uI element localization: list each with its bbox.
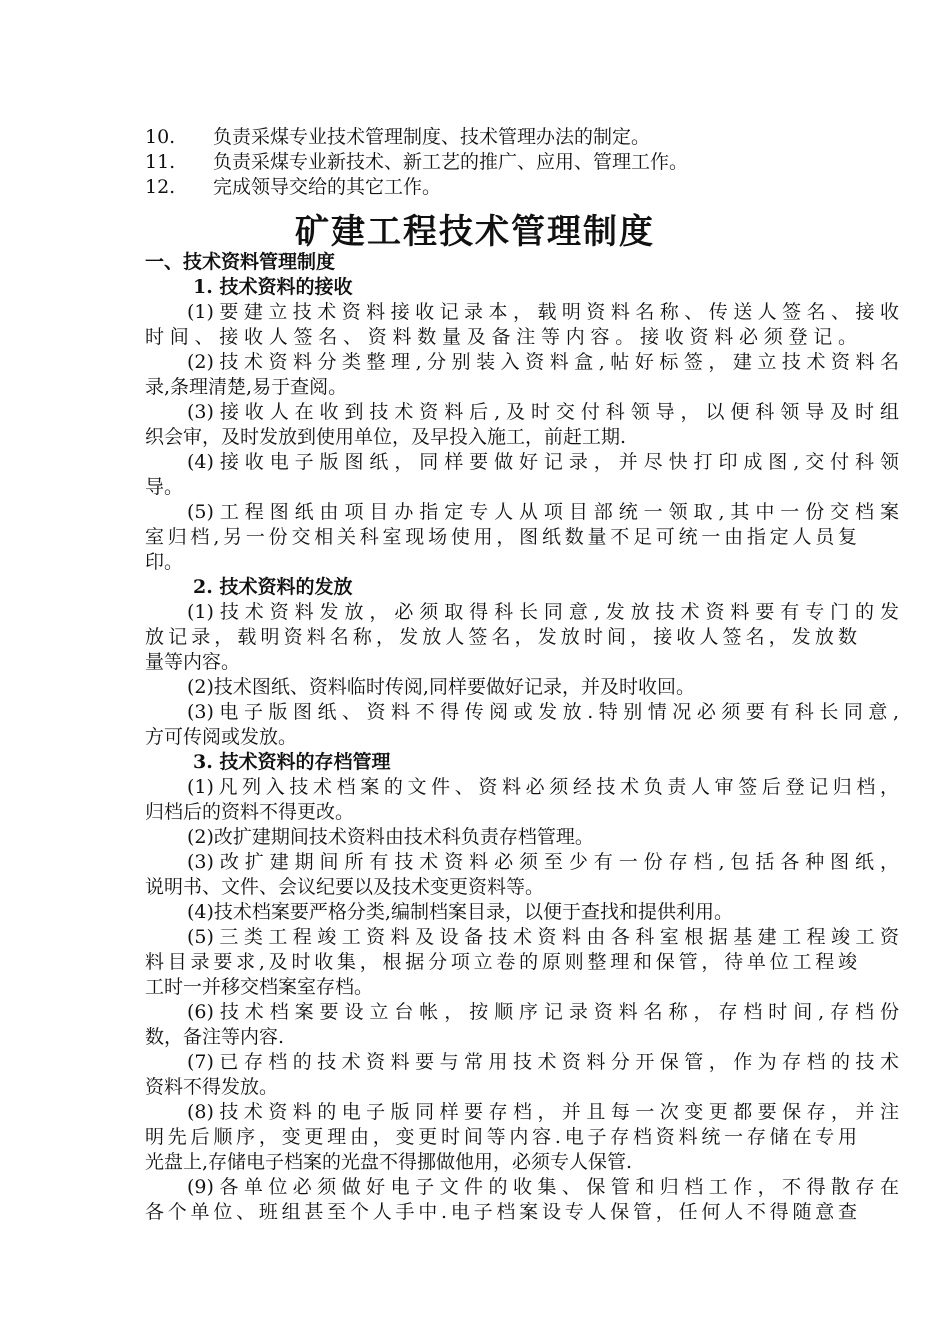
paragraph-line: (2)技术资料分类整理,分别装入资料盒,帖好标签，建立技术资料名 [187,351,899,373]
paragraph-line: (6)技术档案要设立台帐，按顺序记录资料名称，存档时间,存档份 [187,1001,899,1023]
paragraph-line: (3)电子版图纸、资料不得传阅或发放.特别情况必须要有科长同意, [187,701,899,723]
paragraph-line: (1)凡列入技术档案的文件、资料必须经技术负责人审签后登记归档， [187,776,899,798]
paragraph-line: 方可传阅或发放。 [145,726,298,748]
document-title: 矿建工程技术管理制度 [295,212,655,252]
paragraph-line: 各个单位、班组甚至个人手中.电子档案设专人保管，任何人不得随意查 [145,1201,857,1223]
paragraph-line: 导。 [145,476,184,498]
paragraph-line: (1)技术资料发放，必须取得科长同意,发放技术资料要有专门的发 [187,601,899,623]
paragraph-line: 录,条理清楚,易于查阅。 [145,376,348,398]
paragraph-line: (2)改扩建期间技术资料由技术科负责存档管理。 [187,826,594,848]
subsection-heading: 1. 技术资料的接收 [193,276,353,298]
paragraph-line: (9)各单位必须做好电子文件的收集、保管和归档工作，不得散存在 [187,1176,899,1198]
paragraph-line: 归档后的资料不得更改。 [145,801,355,823]
list-item: 10. 负责采煤专业技术管理制度、技术管理办法的制定。 [145,126,651,148]
paragraph-line: 织会审，及时发放到使用单位，及早投入施工，前赶工期. [145,426,627,448]
paragraph-line: 光盘上,存储电子档案的光盘不得挪做他用，必须专人保管. [145,1151,633,1173]
paragraph-line: (7)已存档的技术资料要与常用技术资料分开保管，作为存档的技术 [187,1051,899,1073]
paragraph-line: (4)接收电子版图纸，同样要做好记录，并尽快打印成图,交付科领 [187,451,899,473]
paragraph-line: (3)接收人在收到技术资料后,及时交付科领导，以便科领导及时组 [187,401,899,423]
paragraph-line: 工时一并移交档案室存档。 [145,976,374,998]
paragraph-line: 室归档,另一份交相关科室现场使用，图纸数量不足可统一由指定人员复 [145,526,857,548]
paragraph-line: 料目录要求,及时收集，根据分项立卷的原则整理和保管，待单位工程竣 [145,951,857,973]
paragraph-line: 放记录，载明资料名称，发放人签名，发放时间，接收人签名，发放数 [145,626,857,648]
subsection-heading: 2. 技术资料的发放 [193,576,353,598]
list-item: 12. 完成领导交给的其它工作。 [145,176,442,198]
paragraph-line: 量等内容。 [145,651,241,673]
paragraph-line: (1)要建立技术资料接收记录本，载明资料名称、传送人签名、接收 [187,301,899,323]
paragraph-line: (4)技术档案要严格分类,编制档案目录，以便于查找和提供利用。 [187,901,733,923]
paragraph-line: (5)工程图纸由项目办指定专人从项目部统一领取,其中一份交档案 [187,501,899,523]
paragraph-line: 数，备注等内容. [145,1026,285,1048]
paragraph-line: 时间、接收人签名、资料数量及备注等内容。接收资料必须登记。 [145,326,857,348]
paragraph-line: (8)技术资料的电子版同样要存档，并且每一次变更都要保存，并注 [187,1101,899,1123]
paragraph-line: (3)改扩建期间所有技术资料必须至少有一份存档,包括各种图纸， [187,851,899,873]
paragraph-line: 印。 [145,551,184,573]
list-item: 11. 负责采煤专业新技术、新工艺的推广、应用、管理工作。 [145,151,689,173]
paragraph-line: 说明书、文件、会议纪要以及技术变更资料等。 [145,876,545,898]
subsection-heading: 3. 技术资料的存档管理 [193,751,391,773]
paragraph-line: 明先后顺序，变更理由，变更时间等内容.电子存档资料统一存储在专用 [145,1126,857,1148]
paragraph-line: (2)技术图纸、资料临时传阅,同样要做好记录，并及时收回。 [187,676,695,698]
paragraph-line: (5)三类工程竣工资料及设备技术资料由各科室根据基建工程竣工资 [187,926,899,948]
section-heading: 一、技术资料管理制度 [145,251,336,273]
paragraph-line: 资料不得发放。 [145,1076,279,1098]
